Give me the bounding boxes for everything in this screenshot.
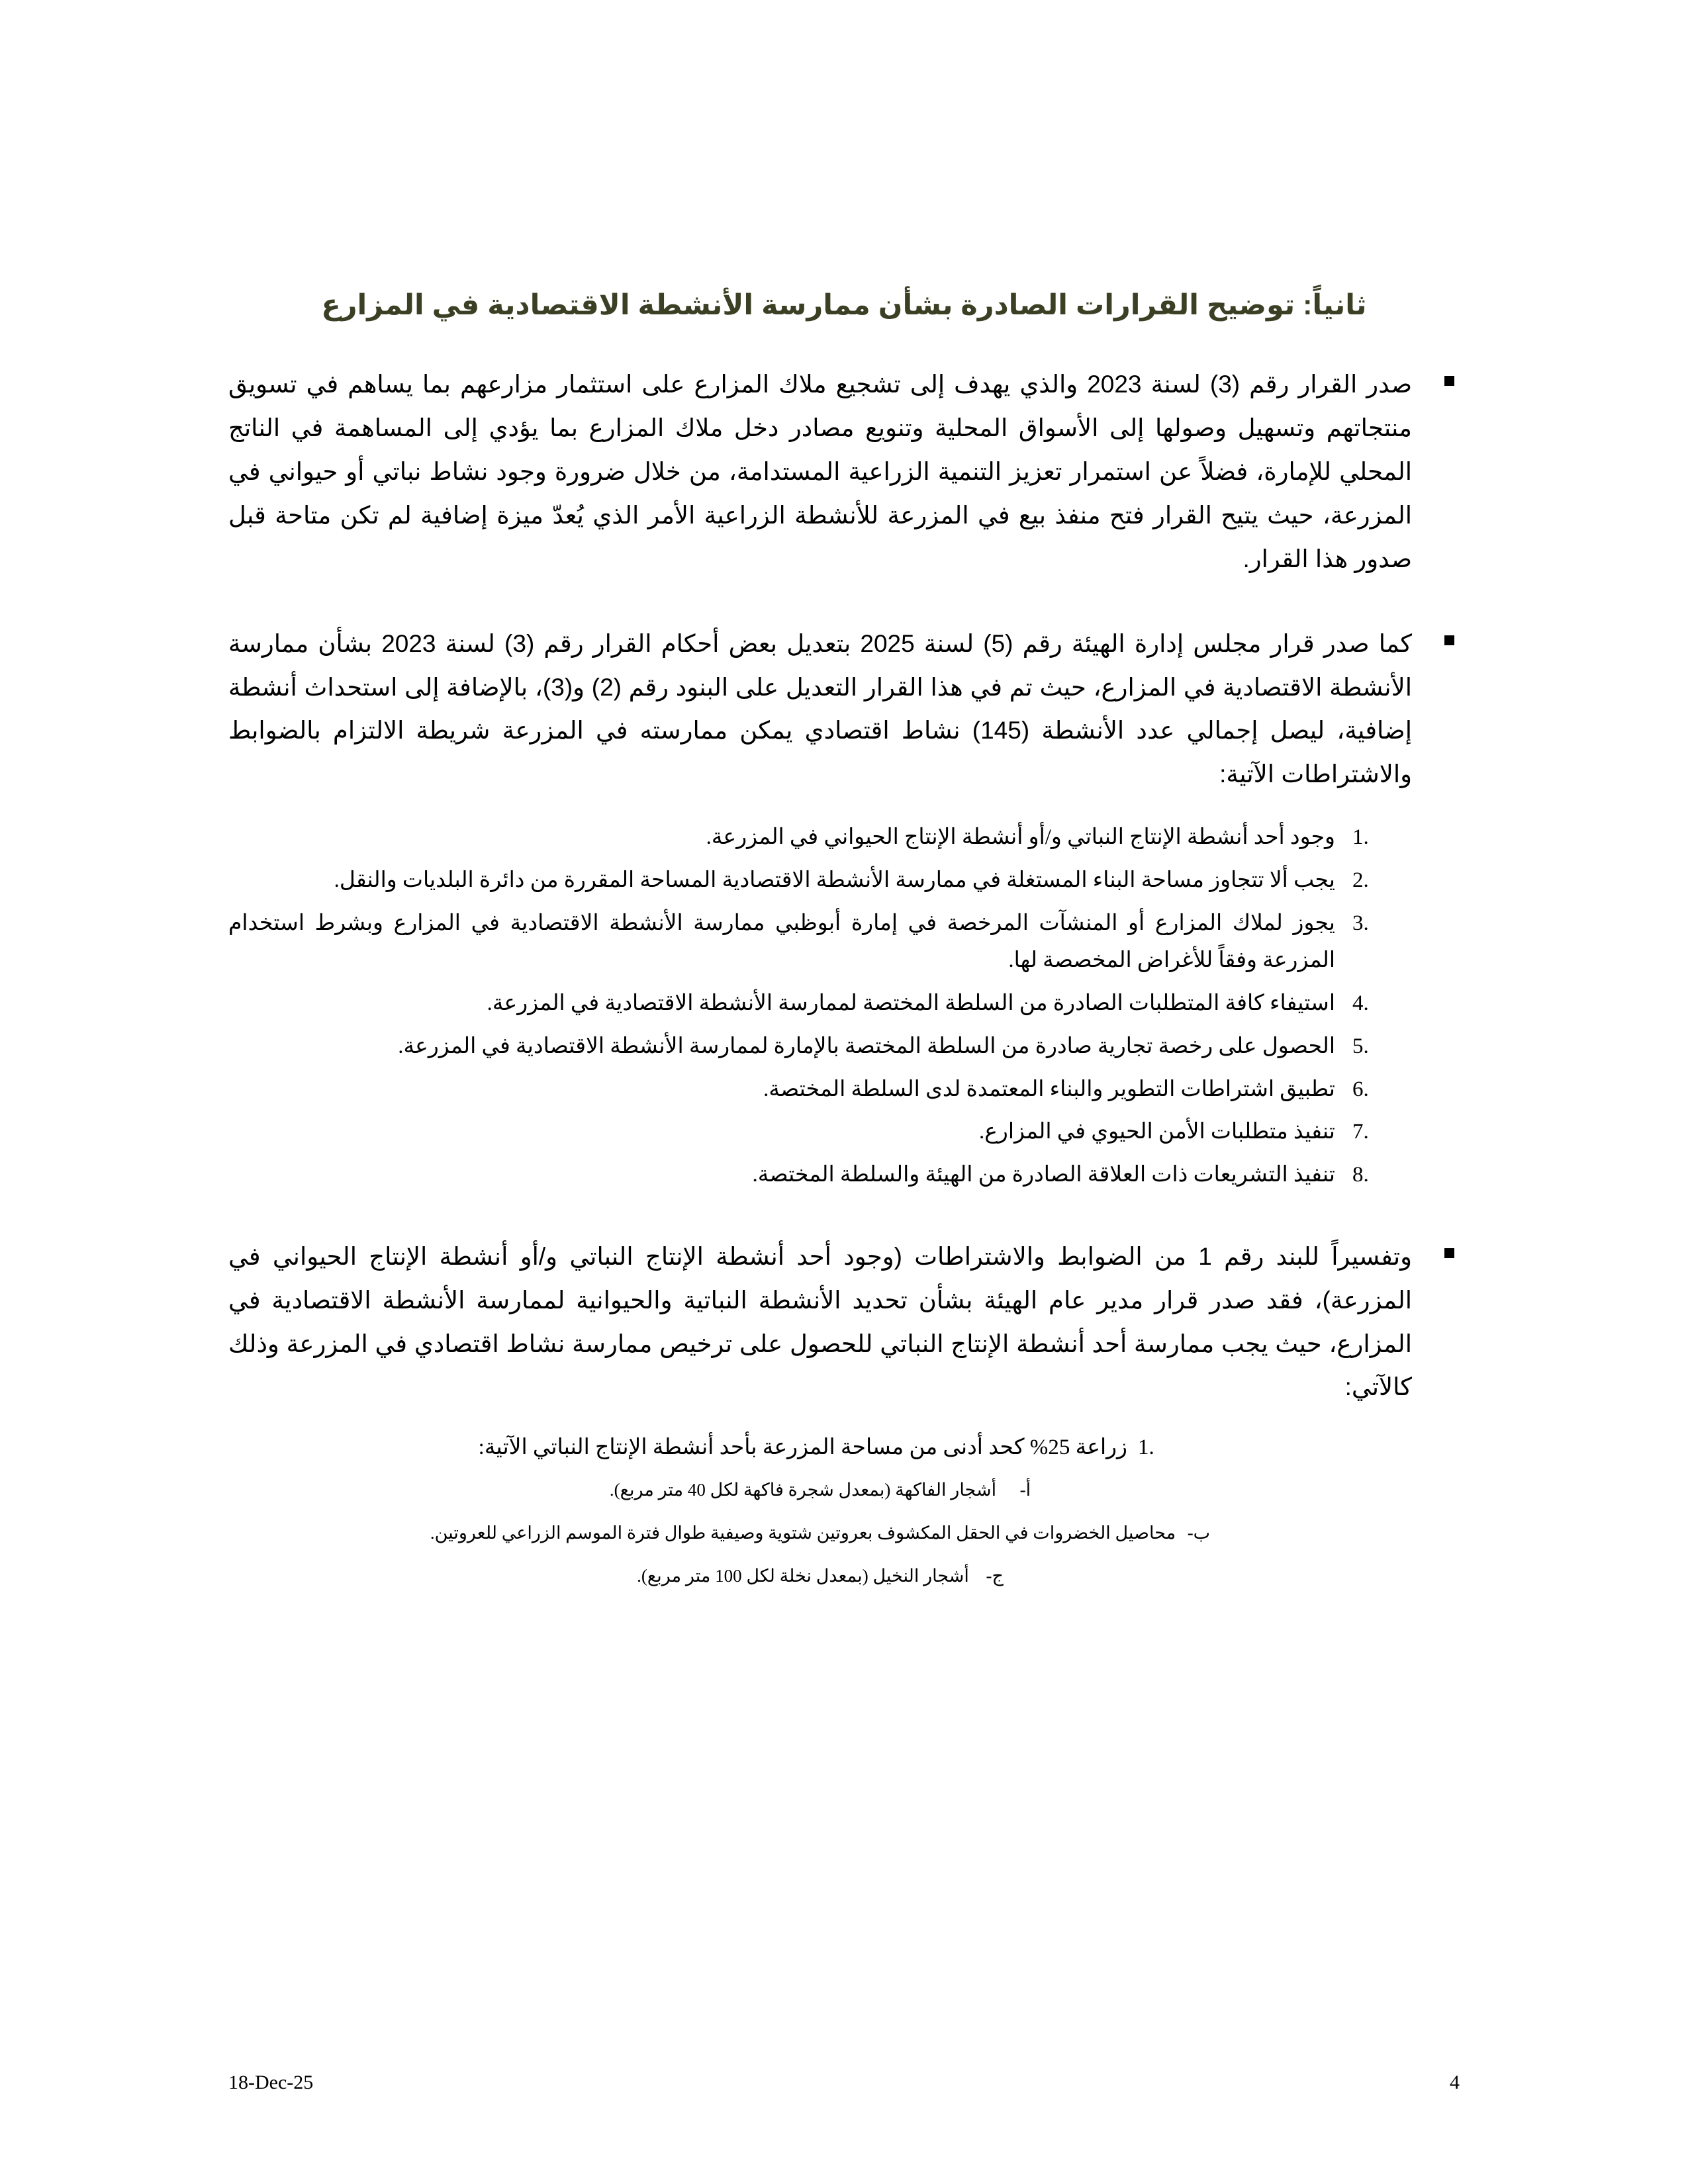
condition-number: 5. xyxy=(1352,1034,1369,1058)
condition-text: تنفيذ متطلبات الأمن الحيوي في المزارع. xyxy=(978,1120,1335,1144)
bullet-paragraph-1 xyxy=(228,363,1460,580)
bullet-paragraph-3 xyxy=(228,1235,1460,1591)
plant-subitem-marker: أ- xyxy=(1019,1480,1031,1500)
condition-item-3 xyxy=(228,905,1412,980)
plant-subitem-text: أشجار الفاكهة (بمعدل شجرة فاكهة لكل 40 متر مربع). xyxy=(609,1480,997,1500)
plant-requirement-number: 1. xyxy=(1138,1435,1154,1460)
condition-text: يجب ألا تتجاوز مساحة البناء المستغلة في ممارسة الأنشطة الاقتصادية المساحة المقررة من دائرة البلديات والنقل. xyxy=(334,868,1335,892)
bullet-paragraph-2-text: كما صدر قرار مجلس إدارة الهيئة رقم (5) لسنة 2025 بتعديل بعض أحكام القرار رقم (3) لسنة 2023 بشأن ممارسة الأنشطة الاقتصادية في المزارع، حيث تم في هذا القرار التعديل على البنود رقم (2) و(3)، بالإضافة إلى استحداث أنشطة إضافية، ليصل إجمالي عدد الأنشطة (145) نشاط اقتصادي يمكن ممارسته في المزرعة شريطة الالتزام بالضوابط والاشتراطات الآتية: xyxy=(228,629,1412,788)
condition-item-7 xyxy=(228,1113,1412,1151)
condition-number: 1. xyxy=(1352,825,1369,850)
page-title: ثانياً: توضيح القرارات الصادرة بشأن ممارسة الأنشطة الاقتصادية في المزارع xyxy=(321,289,1367,321)
square-bullet-icon xyxy=(1444,1248,1454,1258)
condition-text: تطبيق اشتراطات التطوير والبناء المعتمدة لدى السلطة المختصة. xyxy=(763,1077,1335,1101)
footer-date: 18-Dec-25 xyxy=(228,2071,314,2093)
bullet-paragraph-3-text: وتفسيراً للبند رقم 1 من الضوابط والاشتراطات (وجود أحد أنشطة الإنتاج النباتي و/أو أنشطة الإنتاج الحيواني في المزرعة)، فقد صدر قرار مدير عام الهيئة بشأن تحديد الأنشطة النباتية والحيوانية لممارسة الأنشطة الاقتصادية في المزارع، حيث يجب ممارسة أحد أنشطة الإنتاج النباتي للحصول على ترخيص ممارسة نشاط اقتصادي في المزرعة وذلك كالآتي: xyxy=(228,1242,1412,1401)
bullet-paragraph-2 xyxy=(228,622,1460,1194)
plant-subitems-list xyxy=(228,1476,1412,1591)
plant-subitem-c xyxy=(228,1562,1412,1590)
square-bullet-icon xyxy=(1444,376,1454,386)
condition-number: 6. xyxy=(1352,1077,1369,1101)
plant-subitem-marker: ب- xyxy=(1187,1523,1211,1543)
condition-text: استيفاء كافة المتطلبات الصادرة من السلطة المختصة لممارسة الأنشطة الاقتصادية في المزرعة. xyxy=(487,991,1335,1016)
plant-requirement-text: زراعة 25% كحد أدنى من مساحة المزرعة بأحد أنشطة الإنتاج النباتي الآتية: xyxy=(478,1435,1127,1460)
plant-requirement-item-1 xyxy=(228,1429,1412,1467)
condition-item-2 xyxy=(228,862,1412,899)
condition-number: 7. xyxy=(1352,1120,1369,1144)
conditions-list xyxy=(228,819,1412,1194)
condition-text: وجود أحد أنشطة الإنتاج النباتي و/أو أنشطة الإنتاج الحيواني في المزرعة. xyxy=(706,825,1335,850)
plant-subitem-text: محاصيل الخضروات في الحقل المكشوف بعروتين شتوية وصيفية طوال فترة الموسم الزراعي للعروتين. xyxy=(430,1523,1176,1543)
page-content xyxy=(228,285,1460,1606)
plant-requirements-list xyxy=(228,1429,1412,1467)
condition-number: 8. xyxy=(1352,1163,1369,1187)
condition-text: تنفيذ التشريعات ذات العلاقة الصادرة من الهيئة والسلطة المختصة. xyxy=(752,1163,1335,1187)
condition-number: 2. xyxy=(1352,868,1369,892)
plant-subitem-marker: ج- xyxy=(986,1566,1004,1586)
condition-item-1 xyxy=(228,819,1412,856)
condition-number: 3. xyxy=(1352,911,1369,935)
condition-item-6 xyxy=(228,1071,1412,1109)
square-bullet-icon xyxy=(1444,635,1454,645)
bullet-paragraph-list xyxy=(228,363,1460,1590)
condition-text: يجوز لملاك المزارع أو المنشآت المرخصة في إمارة أبوظبي ممارسة الأنشطة الاقتصادية في المزارع وبشرط استخدام المزرعة وفقاً للأغراض المخصصة لها. xyxy=(228,911,1335,973)
page-footer xyxy=(228,2071,1460,2094)
plant-subitem-a xyxy=(228,1476,1412,1504)
condition-item-5 xyxy=(228,1028,1412,1066)
footer-page-number: 4 xyxy=(1450,2071,1460,2093)
plant-subitem-b xyxy=(228,1519,1412,1547)
condition-item-4 xyxy=(228,985,1412,1023)
condition-text: الحصول على رخصة تجارية صادرة من السلطة المختصة بالإمارة لممارسة الأنشطة الاقتصادية في المزرعة. xyxy=(398,1034,1335,1058)
condition-number: 4. xyxy=(1352,991,1369,1016)
condition-item-8 xyxy=(228,1156,1412,1194)
bullet-paragraph-1-text: صدر القرار رقم (3) لسنة 2023 والذي يهدف إلى تشجيع ملاك المزارع على استثمار مزارعهم بما يساهم في تسويق منتجاتهم وتسهيل وصولها إلى الأسواق المحلية وتنويع مصادر دخل ملاك المزارع بما يؤدي إلى المساهمة في الناتج المحلي للإمارة، فضلاً عن استمرار تعزيز التنمية الزراعية المستدامة، من خلال ضرورة وجود نشاط نباتي أو حيواني في المزرعة، حيث يتيح القرار فتح منفذ بيع في المزرعة للأنشطة الزراعية الأمر الذي يُعدّ ميزة إضافية لم تكن متاحة قبل صدور هذا القرار. xyxy=(228,371,1412,572)
plant-subitem-text: أشجار النخيل (بمعدل نخلة لكل 100 متر مربع). xyxy=(637,1566,969,1586)
